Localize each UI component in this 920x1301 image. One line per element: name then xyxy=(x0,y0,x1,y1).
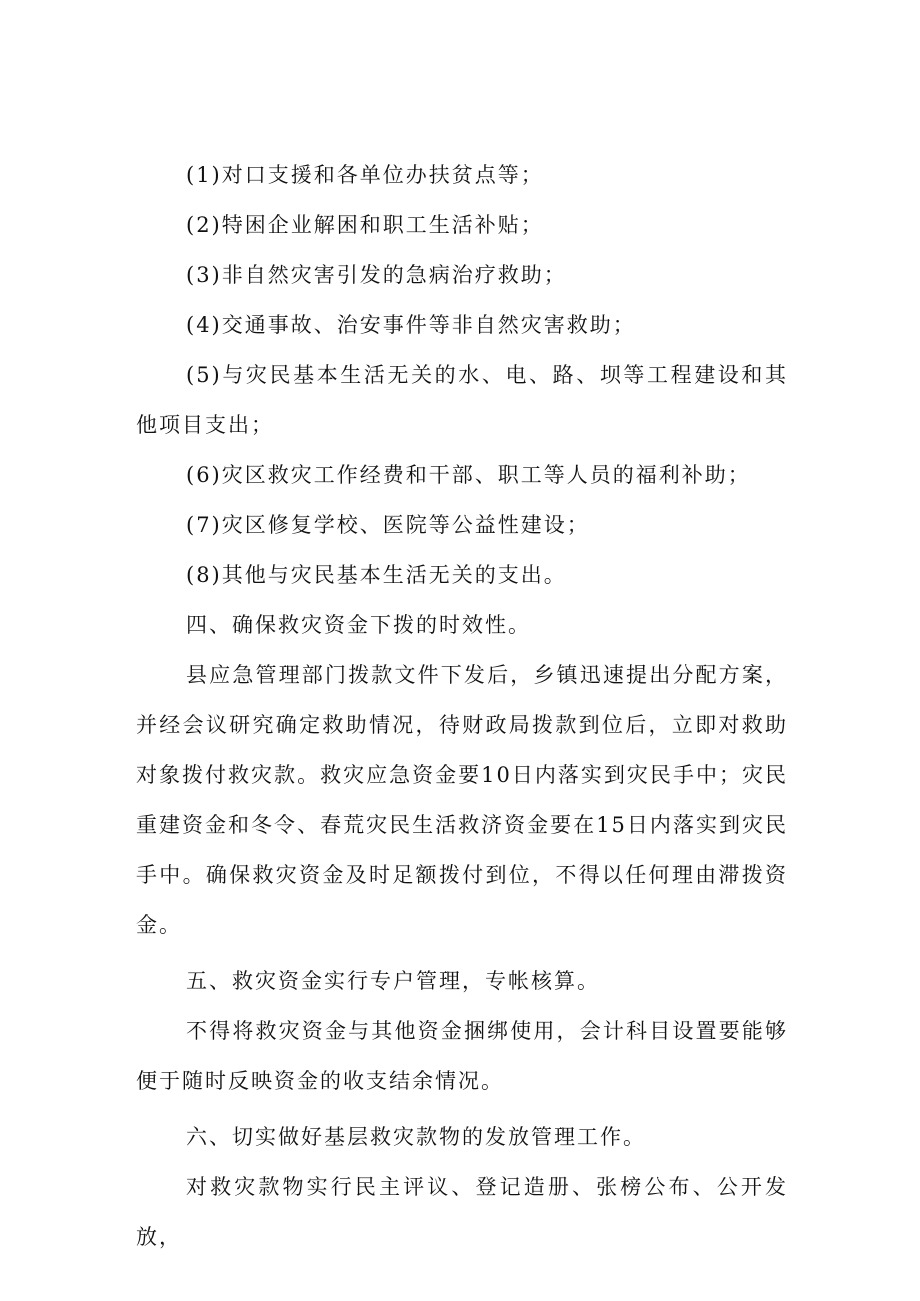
section-4-body: 县应急管理部门拨款文件下发后，乡镇迅速提出分配方案，并经会议研究确定救助情况，待财政局拨款到位后，立即对救助对象拨付救灾款。救灾应急资金要10日内落实到灾民手中；灾民重建资金和冬令、春荒灾民生活救济资金要在15日内落实到灾民手中。确保救灾资金及时足额拨付到位，不得以任何理由滞拨资金。 xyxy=(136,663,788,937)
list-item-6: (6)灾区救灾工作经费和干部、职工等人员的福利补助； xyxy=(186,463,751,487)
section-heading-5: 五、救灾资金实行专户管理，专帐核算。 xyxy=(186,969,600,993)
document-body xyxy=(136,150,788,1262)
section-6-body: 对救灾款物实行民主评议、登记造册、张榜公布、公开发放， xyxy=(136,1175,788,1249)
section-5-body: 不得将救灾资金与其他资金捆绑使用，会计科目设置要能够便于随时反映资金的收支结余情况。 xyxy=(136,1019,788,1093)
list-item-8: (8)其他与灾民基本生活无关的支出。 xyxy=(186,563,567,587)
list-item-1: (1)对口支援和各单位办扶贫点等； xyxy=(186,163,544,187)
list-item-7: (7)灾区修复学校、医院等公益性建设； xyxy=(186,513,590,537)
section-heading-6: 六、切实做好基层救灾款物的发放管理工作。 xyxy=(186,1125,646,1149)
section-heading-4: 四、确保救灾资金下拨的时效性。 xyxy=(186,613,531,637)
list-item-2: (2)特困企业解困和职工生活补贴； xyxy=(186,213,544,237)
list-item-4: (4)交通事故、治安事件等非自然灾害救助； xyxy=(186,313,636,337)
list-item-5: (5)与灾民基本生活无关的水、电、路、坝等工程建设和其他项目支出； xyxy=(136,363,788,437)
list-item-3: (3)非自然灾害引发的急病治疗救助； xyxy=(186,263,567,287)
